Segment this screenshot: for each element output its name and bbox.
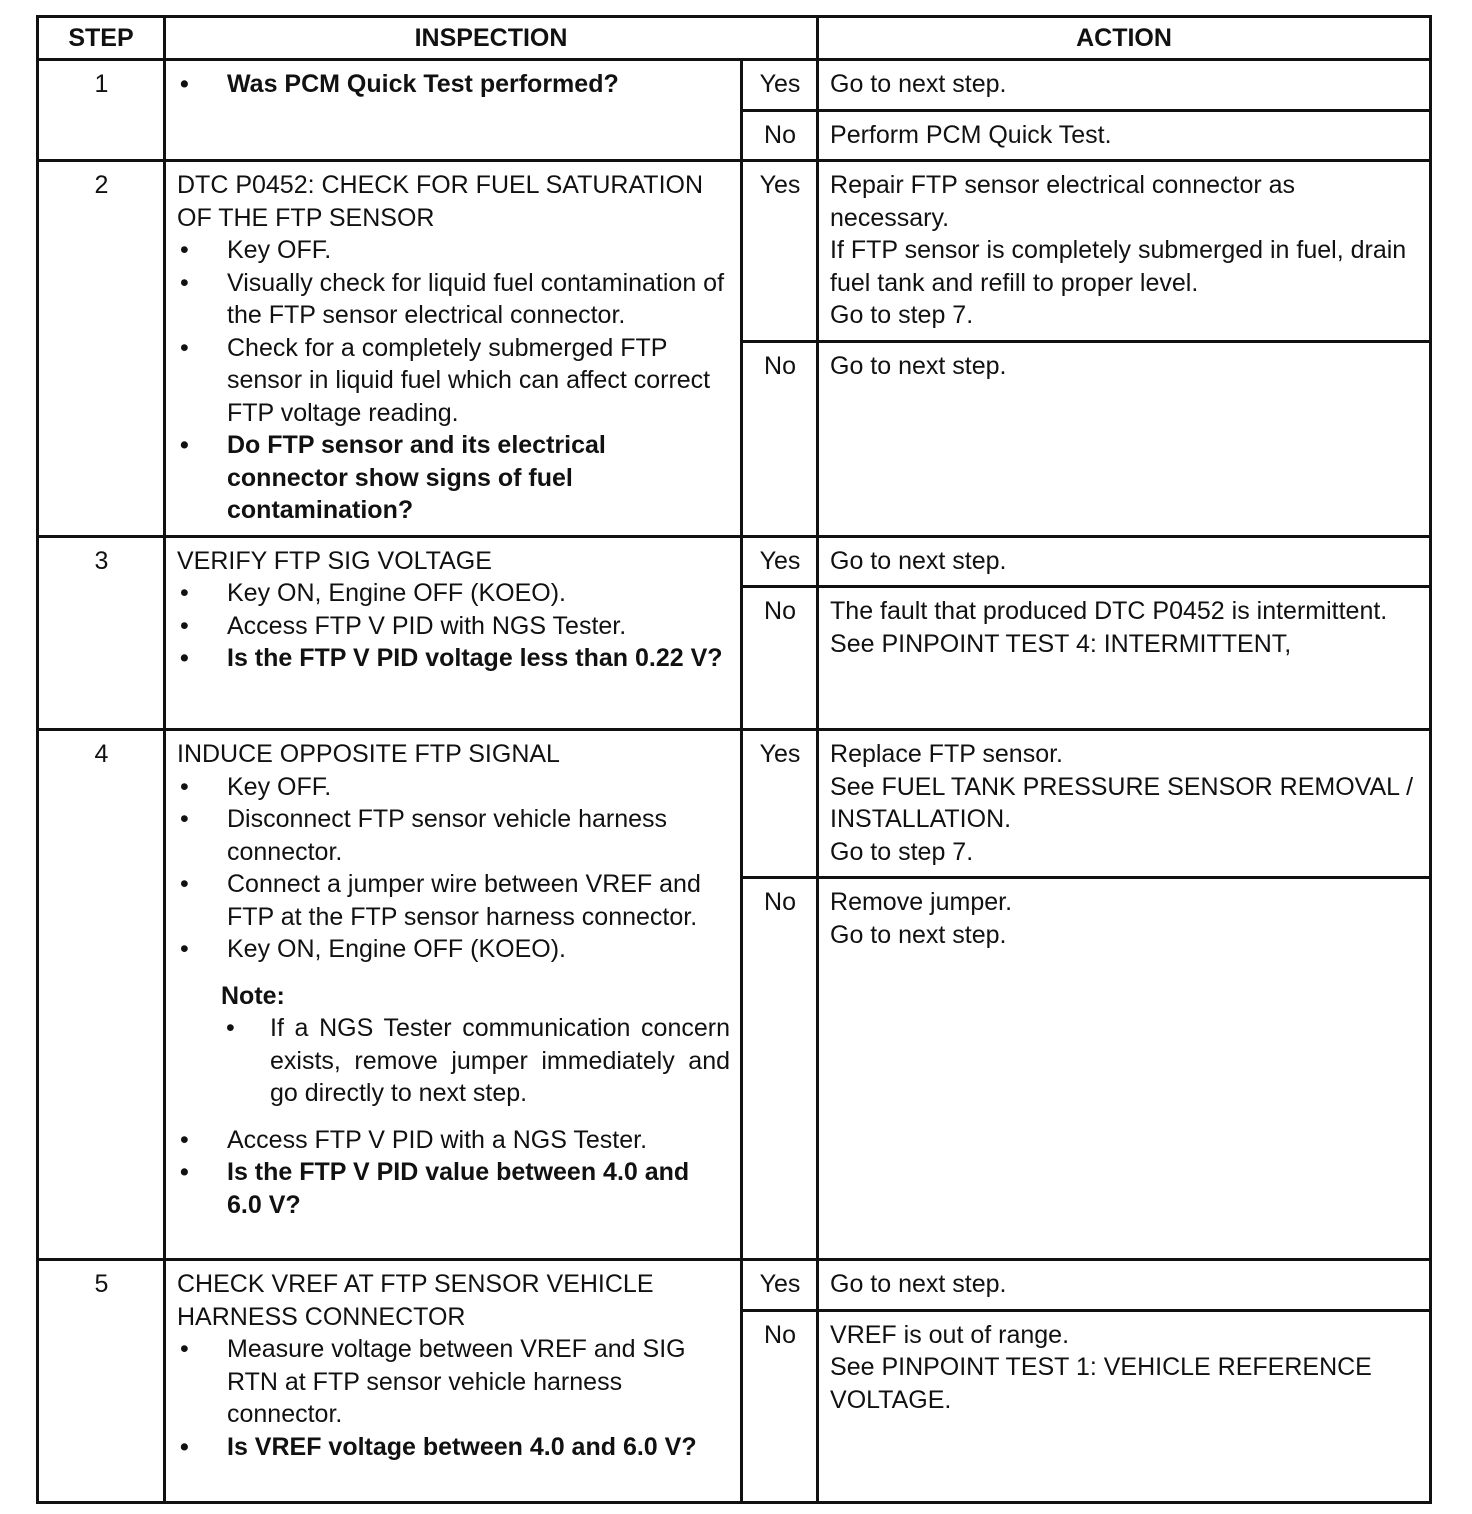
no-label: No [742, 587, 818, 730]
header-row [38, 17, 1431, 60]
action-line: Replace FTP sensor. [830, 740, 1063, 768]
yes-label: Yes [742, 536, 818, 587]
step-number: 1 [38, 60, 165, 161]
header-step: STEP [38, 17, 165, 60]
action-line: Perform PCM Quick Test. [830, 120, 1112, 149]
action-line: If FTP sensor is completely submerged in fuel, drain fuel tank and refill to proper level. [830, 236, 1407, 297]
inspection-cell [165, 1260, 742, 1503]
step-row [38, 730, 1431, 878]
inspection-cell [165, 60, 742, 161]
inspection-cell [165, 161, 742, 537]
action-line: Go to next step. [830, 1270, 1007, 1298]
no-action [818, 341, 1431, 536]
no-action [818, 878, 1431, 1260]
question-item: • Was PCM Quick Test performed? [177, 68, 730, 101]
inspection-bullets [177, 68, 730, 101]
no-action [818, 587, 1431, 730]
action-line: The fault that produced DTC P0452 is intermittent. [830, 597, 1388, 625]
step-number: 3 [38, 536, 165, 730]
step-row [38, 1260, 1431, 1311]
action-line: Go to step 7. [830, 301, 974, 329]
header-action: ACTION [818, 17, 1431, 60]
question-item: • Is the FTP V PID voltage less than 0.22 V? [177, 642, 730, 675]
inspection-cell [165, 730, 742, 1260]
procedure-item: • Key OFF. [177, 771, 730, 804]
yes-label: Yes [742, 60, 818, 111]
note-block [221, 980, 730, 1110]
question-item: • Is the FTP V PID value between 4.0 and 6.0 V? [177, 1156, 730, 1221]
action-line: See PINPOINT TEST 4: INTERMITTENT, [830, 629, 1292, 658]
step-number: 4 [38, 730, 165, 1260]
step-row [38, 60, 1431, 111]
step-row [38, 161, 1431, 342]
action-line: See PINPOINT TEST 1: VEHICLE REFERENCE VOLTAGE. [830, 1353, 1372, 1414]
step-title: DTC P0452: CHECK FOR FUEL SATURATION OF THE FTP SENSOR [177, 171, 704, 232]
procedure-item: • Measure voltage between VREF and SIG RTN at FTP sensor vehicle harness connector. [177, 1333, 730, 1431]
no-label: No [742, 1310, 818, 1502]
inspection-cell [165, 536, 742, 730]
no-label: No [742, 110, 818, 161]
action-line: Go to next step. [830, 920, 1007, 949]
procedure-item: • Disconnect FTP sensor vehicle harness connector. [177, 803, 730, 868]
no-label: No [742, 341, 818, 536]
procedure-item: • Key OFF. [177, 234, 730, 267]
procedure-item: • Access FTP V PID with NGS Tester. [177, 610, 730, 643]
yes-action [818, 60, 1431, 111]
steps-body [38, 60, 1431, 1503]
question-item: • Do FTP sensor and its electrical connector show signs of fuel contamination? [177, 429, 730, 527]
action-line: Repair FTP sensor electrical connector as necessary. [830, 171, 1296, 232]
procedure-item: • Check for a completely submerged FTP sensor in liquid fuel which can affect correct FTP voltage reading. [177, 332, 730, 430]
yes-action [818, 730, 1431, 878]
procedure-item: • Access FTP V PID with a NGS Tester. [177, 1124, 730, 1157]
yes-action [818, 1260, 1431, 1311]
procedure-item: • Key ON, Engine OFF (KOEO). [177, 577, 730, 610]
note-title: Note: [221, 981, 285, 1010]
step-row [38, 536, 1431, 587]
step-number: 5 [38, 1260, 165, 1503]
pinpoint-test-table [36, 15, 1432, 1504]
inspection-bullets [177, 1333, 730, 1463]
note-bullets [221, 1012, 730, 1110]
action-line: VREF is out of range. [830, 1320, 1070, 1349]
no-label: No [742, 878, 818, 1260]
procedure-item: • Key ON, Engine OFF (KOEO). [177, 933, 730, 966]
action-line: Go to step 7. [830, 837, 974, 866]
inspection-bullets [177, 771, 730, 966]
question-item: • Is VREF voltage between 4.0 and 6.0 V? [177, 1431, 730, 1464]
action-line: Remove jumper. [830, 888, 1013, 916]
action-line: Go to next step. [830, 351, 1007, 380]
step-title: INDUCE OPPOSITE FTP SIGNAL [177, 740, 560, 768]
action-line: Go to next step. [830, 70, 1007, 98]
no-action [818, 1310, 1431, 1502]
yes-label: Yes [742, 1260, 818, 1311]
procedure-item: • Visually check for liquid fuel contamination of the FTP sensor electrical connector. [177, 267, 730, 332]
yes-action [818, 161, 1431, 342]
inspection-bullets [177, 577, 730, 675]
inspection-bullets-after [177, 1124, 730, 1222]
no-action [818, 110, 1431, 161]
header-inspection: INSPECTION [165, 17, 818, 60]
inspection-bullets [177, 234, 730, 527]
action-line: See FUEL TANK PRESSURE SENSOR REMOVAL / INSTALLATION. [830, 772, 1414, 833]
procedure-item: • Connect a jumper wire between VREF and FTP at the FTP sensor harness connector. [177, 868, 730, 933]
step-title: CHECK VREF AT FTP SENSOR VEHICLE HARNESS CONNECTOR [177, 1270, 654, 1331]
action-line: Go to next step. [830, 546, 1007, 575]
step-number: 2 [38, 161, 165, 537]
step-title: VERIFY FTP SIG VOLTAGE [177, 546, 492, 575]
yes-label: Yes [742, 161, 818, 342]
yes-label: Yes [742, 730, 818, 878]
yes-action [818, 536, 1431, 587]
procedure-item: • If a NGS Tester communication concern exists, remove jumper immediately and go directly to next step. [221, 1012, 730, 1110]
